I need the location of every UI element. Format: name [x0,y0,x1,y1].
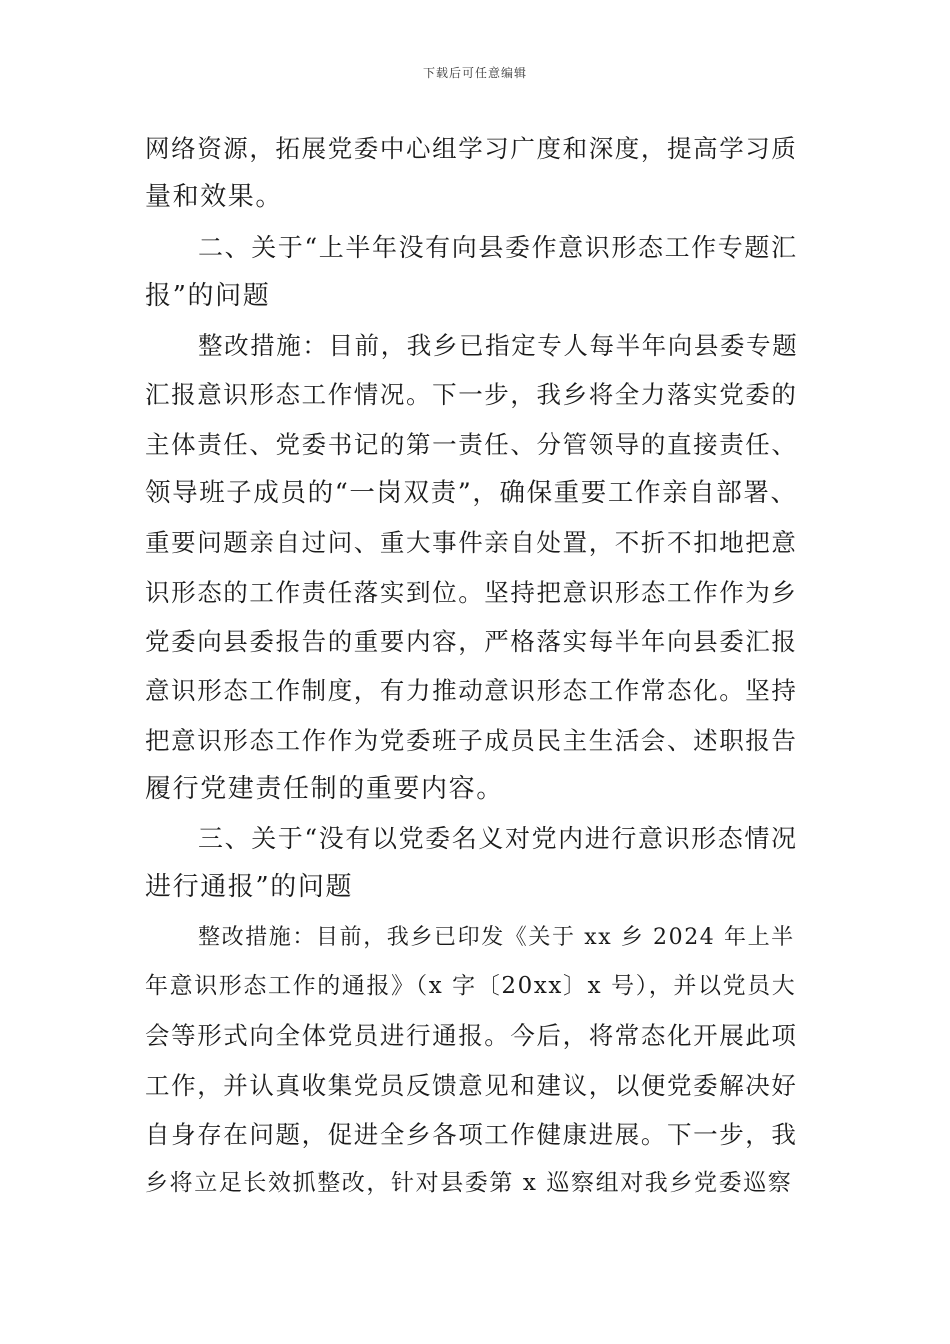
text-line: 自身存在问题，促进全乡各项工作健康进展。下一步，我 [145,1119,798,1149]
text-line: 识形态的工作责任落实到位。坚持把意识形态工作作为乡 [145,577,798,607]
text-line: 年意识形态工作的通报》（x 字〔20xx〕x 号），并以党员大 [145,973,797,1000]
section-heading-line: 报”的问题 [145,280,271,311]
text-line: 主体责任、党委书记的第一责任、分管领导的直接责任、 [145,429,798,459]
text-line: 重要问题亲自过问、重大事件亲自处置，不折不扣地把意 [145,528,798,558]
text-line: 汇报意识形态工作情况。下一步，我乡将全力落实党委的 [145,380,798,410]
document-body [145,124,805,1209]
text-line: 整改措施：目前，我乡已指定专人每半年向县委专题 [198,331,799,361]
text-line: 党委向县委报告的重要内容，严格落实每半年向县委汇报 [145,626,798,656]
text-line: 网络资源，拓展党委中心组学习广度和深度，提高学习质 [145,134,798,163]
text-line: 会等形式向全体党员进行通报。今后，将常态化开展此项 [145,1021,798,1051]
text-line: 履行党建责任制的重要内容。 [145,773,504,804]
page-header: 下载后可任意编辑 [422,66,527,80]
text-line: 工作，并认真收集党员反馈意见和建议，以便党委解决好 [145,1070,798,1100]
text-line: 把意识形态工作作为党委班子成员民主生活会、述职报告 [145,725,798,755]
text-line: 意识形态工作制度，有力推动意识形态工作常态化。坚持 [145,676,798,706]
text-line: 领导班子成员的“一岗双责”，确保重要工作亲自部署、 [145,478,798,509]
section-heading-line: 进行通报”的问题 [145,872,354,903]
text-line: 乡将立足长效抓整改，针对县委第 x 巡察组对我乡党委巡察 [145,1170,793,1197]
text-line: 整改措施：目前，我乡已印发《关于 xx 乡 2024 年上半 [198,924,795,950]
section-heading-line: 二、关于“上半年没有向县委作意识形态工作专题汇 [198,232,798,262]
section-heading-line: 三、关于“没有以党委名义对党内进行意识形态情况 [198,824,798,854]
text-line: 量和效果。 [145,182,284,213]
